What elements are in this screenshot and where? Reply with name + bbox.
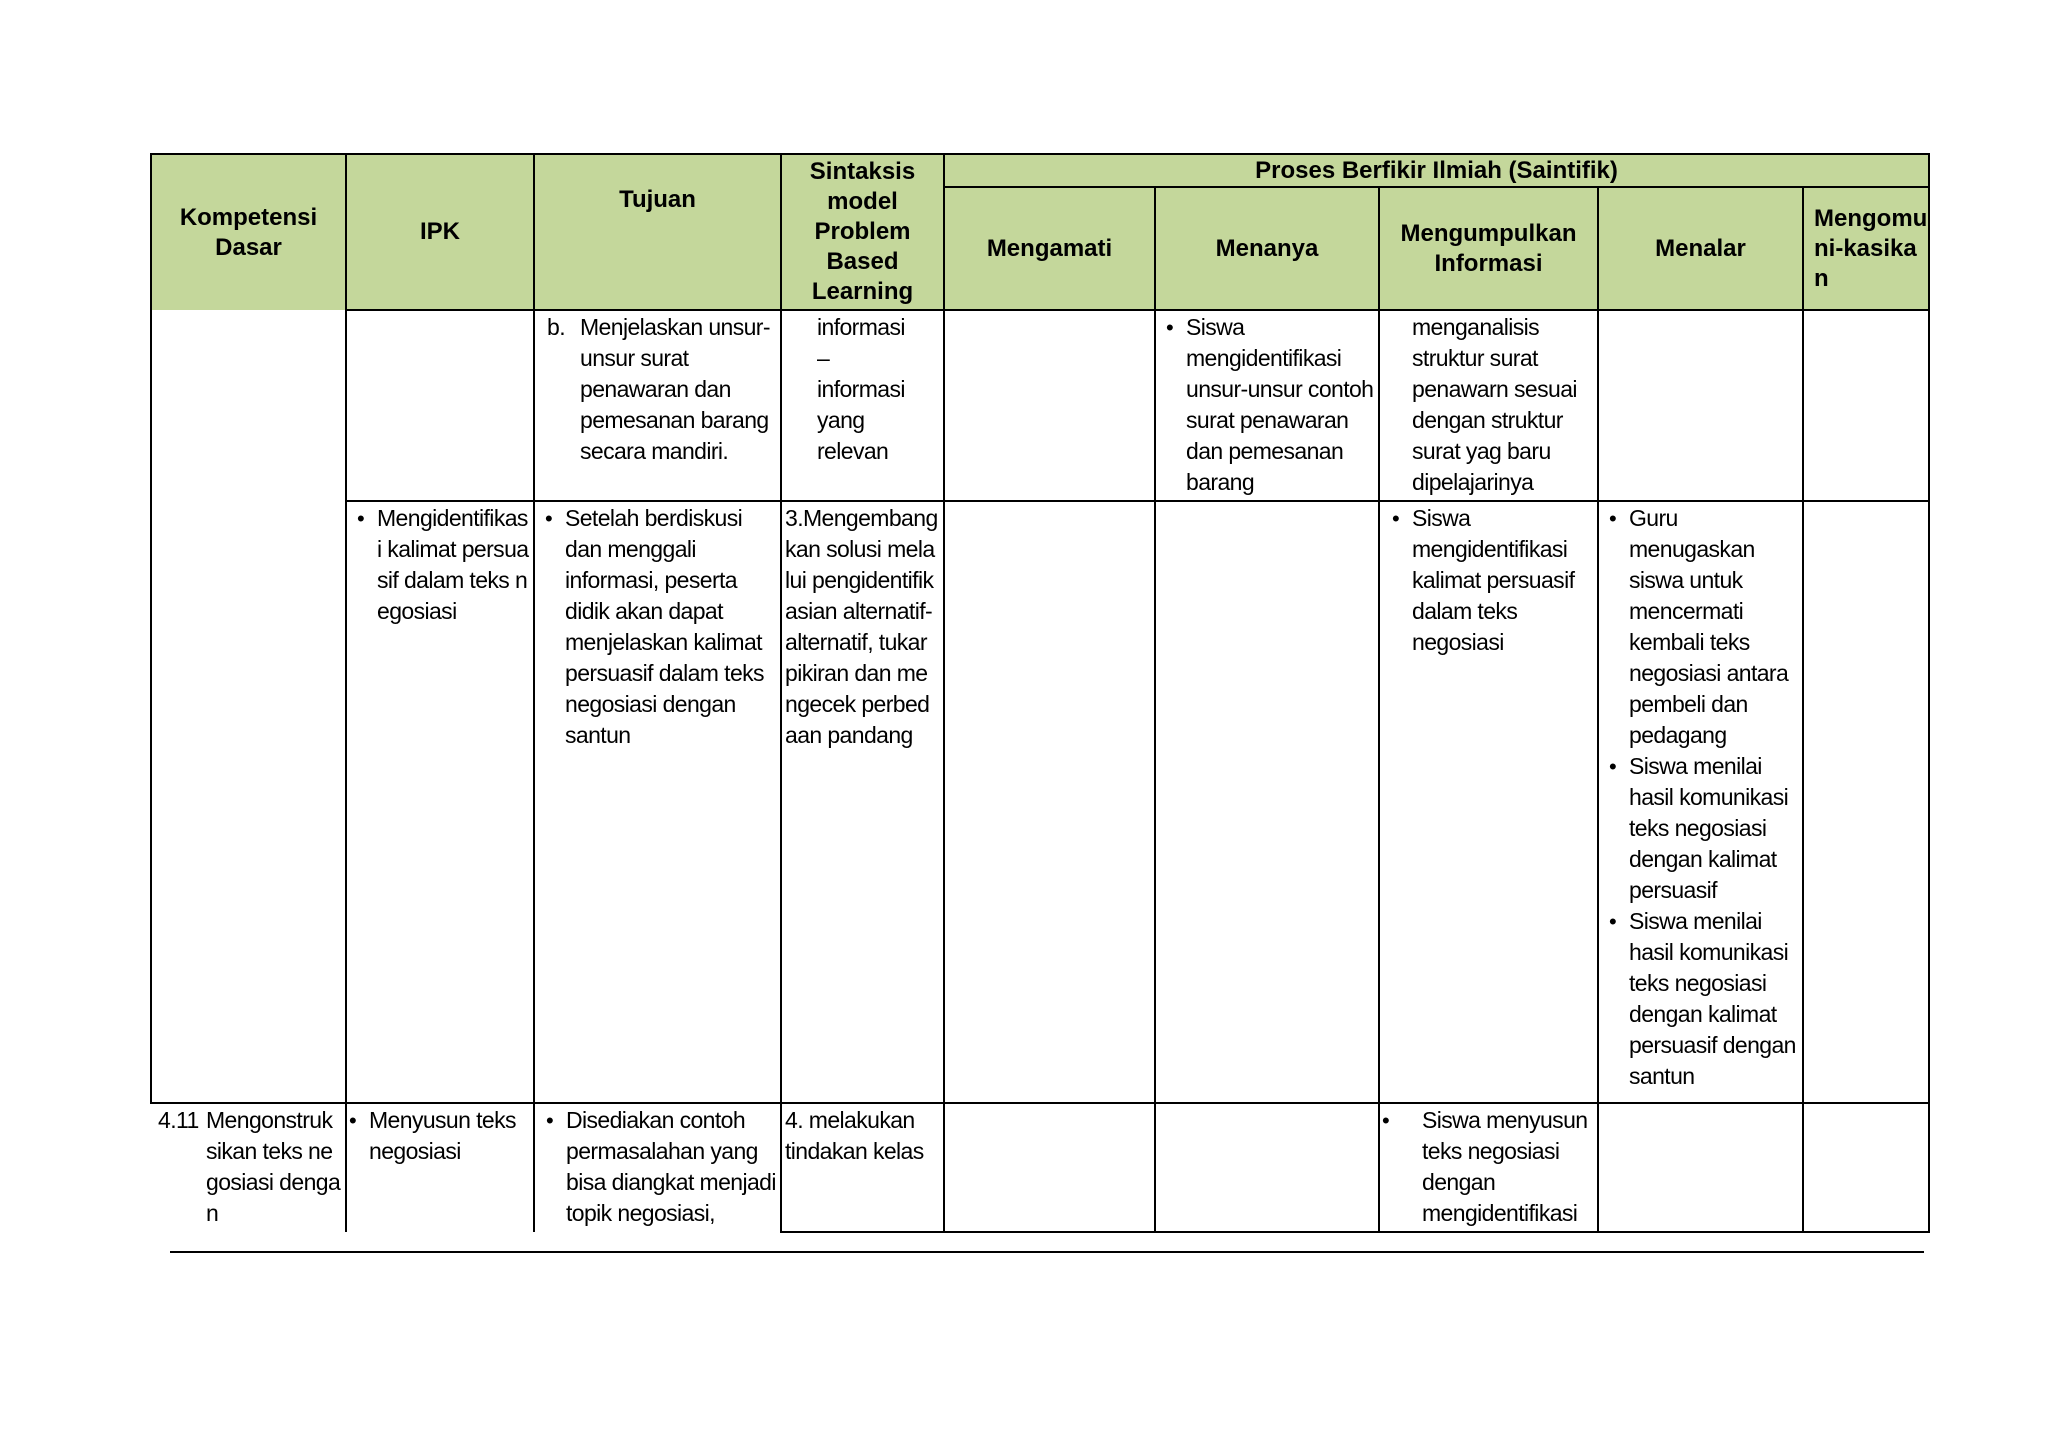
sintaksis-text: 3.Mengembangkan solusi melalui pengidentifikasian alternatif-alternatif, tukar pikiran dan mengecek perbedaan pandang [785, 505, 938, 748]
kd-cell [151, 1103, 346, 1232]
header-mengomunikasikan: Mengomu ni-kasikan [1803, 187, 1929, 310]
tujuan-cell [534, 310, 781, 501]
lesson-plan-table [150, 153, 1930, 1233]
sintaksis-text: informasi – informasi yang relevan [817, 314, 905, 464]
header-menalar: Menalar [1598, 187, 1803, 310]
menanya-cell [1155, 310, 1379, 501]
mengamati-cell-empty [944, 310, 1155, 501]
sintaksis-cell [781, 501, 944, 1103]
menanya-cell-empty [1155, 501, 1379, 1103]
page-divider-line [170, 1251, 1924, 1253]
menalar-item: • Siswa menilai hasil komunikasi teks negosiasi dengan kalimat persuasif dengan santun [1629, 906, 1798, 1092]
menalar-cell-empty [1598, 310, 1803, 501]
sintaksis-cell [781, 310, 944, 501]
ipk-cell [346, 1103, 534, 1232]
menalar-cell-empty [1598, 1103, 1803, 1232]
header-mengamati: Mengamati [944, 187, 1155, 310]
tujuan-item: • Disediakan contoh permasalahan yang bisa diangkat menjadi topik negosiasi, [566, 1105, 776, 1229]
header-tujuan: Tujuan [534, 154, 781, 310]
header-sintaksis: Sintaksis model Problem Based Learning [781, 154, 944, 310]
sintaksis-text: 4. melakukan tindakan kelas [785, 1107, 924, 1164]
menanya-cell-empty [1155, 1103, 1379, 1232]
tujuan-item: • Setelah berdiskusi dan menggali informasi, peserta didik akan dapat menjelaskan kalimat persuasif dalam teks negosiasi dengan santun [565, 503, 776, 751]
tujuan-item-text: Menjelaskan unsur-unsur surat penawaran dan pemesanan barang secara mandiri. [580, 314, 770, 464]
menalar-item: • Guru menugaskan siswa untuk mencermati kembali teks negosiasi antara pembeli dan pedagang [1629, 503, 1798, 751]
header-proses-berfikir-ilmiah: Proses Berfikir Ilmiah (Saintifik) [944, 154, 1929, 187]
menalar-cell [1598, 501, 1803, 1103]
ipk-item: • Mengidentifikasi kalimat persuasif dalam teks negosiasi [377, 503, 529, 627]
header-menanya: Menanya [1155, 187, 1379, 310]
mengumpulkan-item: • Siswa menyusun teks negosiasi dengan mengidentifikasi [1422, 1105, 1593, 1229]
kd-text: Mengonstruksikan teks negosiasi dengan [206, 1107, 341, 1226]
header-kompetensi-dasar: Kompetensi Dasar [151, 154, 346, 310]
mengomunikasikan-cell-empty [1803, 501, 1929, 1103]
mengumpulkan-cell [1379, 1103, 1598, 1232]
mengamati-cell-empty [944, 501, 1155, 1103]
mengumpulkan-cell [1379, 501, 1598, 1103]
kd-number: 4.11 [158, 1107, 199, 1133]
sintaksis-cell [781, 1103, 944, 1232]
menanya-item: • Siswa mengidentifikasi unsur-unsur contoh surat penawaran dan pemesanan barang [1186, 312, 1374, 498]
tujuan-cell [534, 1103, 781, 1232]
tujuan-item-label: b. [547, 314, 565, 340]
mengumpulkan-cell [1379, 310, 1598, 501]
mengamati-cell-empty [944, 1103, 1155, 1232]
header-mengumpulkan-informasi: Mengumpulkan Informasi [1379, 187, 1598, 310]
ipk-cell [346, 501, 534, 1103]
header-ipk: IPK [346, 154, 534, 310]
mengomunikasikan-cell-empty [1803, 1103, 1929, 1232]
mengomunikasikan-cell-empty [1803, 310, 1929, 501]
mengumpulkan-text: menganalisis struktur surat penawarn sesuai dengan struktur surat yag baru dipelajarinya [1412, 314, 1577, 495]
tujuan-cell [534, 501, 781, 1103]
menalar-item: • Siswa menilai hasil komunikasi teks negosiasi dengan kalimat persuasif [1629, 751, 1798, 906]
ipk-item: • Menyusun teks negosiasi [369, 1105, 529, 1167]
mengumpulkan-item: • Siswa mengidentifikasi kalimat persuasif dalam teks negosiasi [1412, 503, 1593, 658]
kd-cell-empty [151, 310, 346, 1103]
ipk-cell-empty [346, 310, 534, 501]
